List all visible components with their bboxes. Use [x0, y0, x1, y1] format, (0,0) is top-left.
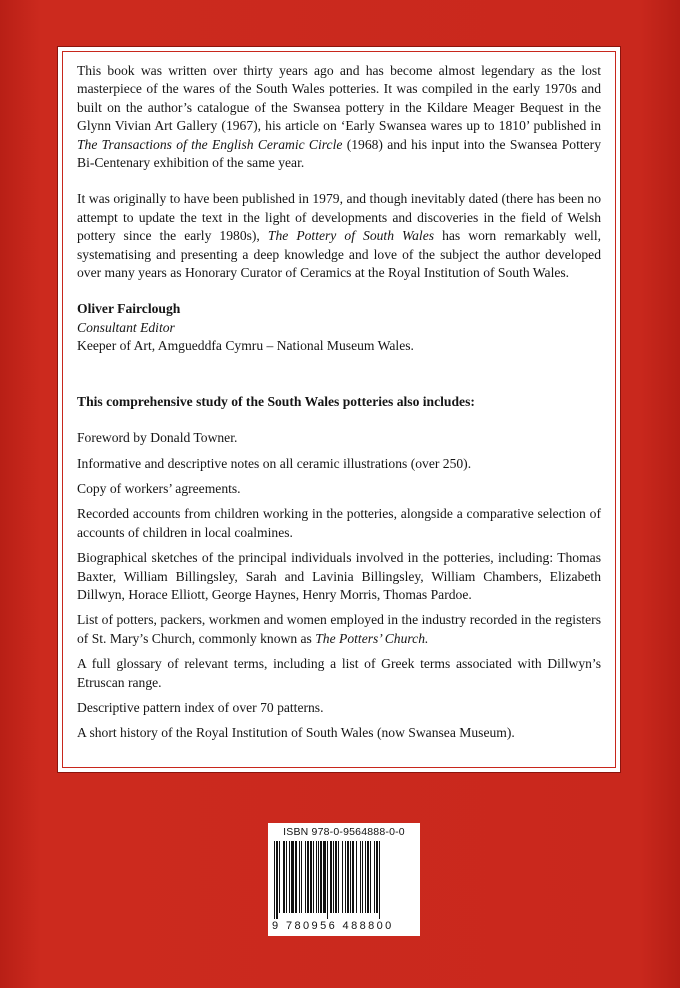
barcode-bar [276, 841, 278, 919]
isbn-barcode [268, 823, 420, 936]
intro-paragraph-1 [77, 62, 601, 172]
barcode-bar [370, 841, 371, 913]
editor-role: Consultant Editor [77, 319, 175, 335]
intro-paragraph-1-text-b: (1968) and his input into the Swansea Pottery Bi-Centenary exhibition of the same year. [77, 136, 602, 171]
barcode-bar [327, 841, 328, 919]
barcode-bar [307, 841, 309, 913]
includes-item-3: Copy of workers’ agreements. [77, 480, 241, 496]
barcode-bar [305, 841, 306, 913]
barcode-bar [347, 841, 349, 913]
barcode-bar [301, 841, 302, 913]
barcode-bar [310, 841, 312, 913]
barcode-bar [362, 841, 363, 913]
editor-affiliation: Keeper of Art, Amgueddfa Cymru – National Museum Wales. [77, 338, 414, 354]
blurb-text [77, 62, 601, 743]
barcode-bar [379, 841, 380, 919]
barcode-bar [352, 841, 354, 913]
intro-paragraph-2-text-a: It was originally to have been published in 1979, and though inevitably dated (there has been no attempt to update the text in the light of developments and discoveries in the field of Welsh pottery since the early 1980s), [77, 191, 601, 244]
includes-item-6 [77, 611, 601, 648]
barcode-bar [283, 841, 285, 913]
barcode-lead-digit: 9 [272, 920, 279, 932]
includes-item-2: Informative and descriptive notes on all ceramic illustrations (over 250). [77, 455, 472, 471]
isbn-label: ISBN 978-0-9564888-0-0 [283, 826, 405, 838]
barcode-bar [350, 841, 351, 913]
church-name: The Potters’ Church. [315, 630, 429, 646]
includes-item-6-text: List of potters, packers, workmen and women employed in the industry recorded in the registers of St. Mary’s Church, commonly known as [77, 612, 601, 646]
barcode-bar [330, 841, 332, 913]
barcode-bar [376, 841, 378, 913]
barcode-bar [333, 841, 334, 913]
barcode-bar [367, 841, 369, 913]
barcode-bar [338, 841, 339, 913]
barcode-bar [274, 841, 275, 919]
intro-paragraph-2-text-b: has worn remarkably well, systematising and presenting a deep knowledge and love of the subject the author developed over many years as Honorary Curator of Ceramics at the Royal Institution of South Wales. [77, 228, 602, 281]
includes-item-8: Descriptive pattern index of over 70 patterns. [77, 699, 324, 715]
includes-item-7: A full glossary of relevant terms, including a list of Greek terms associated with Dillwyn’s Etruscan range. [77, 656, 601, 690]
barcode-bar [286, 841, 287, 913]
includes-item-1: Foreword by Donald Towner. [77, 430, 238, 446]
text-panel [57, 46, 621, 773]
includes-item-4: Recorded accounts from children working in the potteries, alongside a comparative selection of accounts of children in local coalmines. [77, 506, 601, 540]
barcode-bar [279, 841, 280, 913]
barcode-bar [345, 841, 346, 913]
barcode-digit-groups: 780956 488800 [286, 920, 394, 932]
barcode-bar [323, 841, 326, 913]
barcode-bar [295, 841, 297, 913]
editor-name: Oliver Fairclough [77, 301, 181, 317]
barcode-bar [356, 841, 357, 913]
barcode-bar [360, 841, 361, 913]
barcode-bar [374, 841, 375, 913]
barcode-bars [274, 841, 414, 919]
includes-item-9: A short history of the Royal Institution of South Wales (now Swansea Museum). [77, 725, 515, 741]
barcode-bar [316, 841, 317, 913]
barcode-bar [318, 841, 319, 913]
barcode-bar [335, 841, 337, 913]
includes-item-5: Biographical sketches of the principal individuals involved in the potteries, including: Thomas Baxter, William Billingsley, Sarah and Lavinia Billingsley, William Chambers, Elizabeth Dillwyn, Horace Elliott, George Haynes, Henry Morris, Thomas Pardoe. [77, 550, 601, 602]
intro-paragraph-1-text-a: This book was written over thirty years ago and has become almost legendary as the lost masterpiece of the wares of the South Wales potteries. It was compiled in the early 1970s and built on the author’s catalogue of the Swansea pottery in the Kildare Meager Bequest in the Glynn Vivian Art Gallery (1967), his article on ‘Early Swansea wares up to 1810’ published in [77, 63, 601, 134]
barcode-bar [289, 841, 290, 913]
journal-title: The Transactions of the English Ceramic Circle [77, 136, 343, 152]
barcode-bar [299, 841, 300, 913]
book-title: The Pottery of South Wales [267, 228, 435, 244]
includes-heading: This comprehensive study of the South Wales potteries also includes: [77, 393, 475, 409]
barcode-bar [342, 841, 343, 913]
barcode-bar [365, 841, 366, 913]
barcode-bar [320, 841, 322, 913]
barcode-bar [291, 841, 294, 913]
barcode-bar [313, 841, 314, 913]
intro-paragraph-2 [77, 190, 601, 282]
